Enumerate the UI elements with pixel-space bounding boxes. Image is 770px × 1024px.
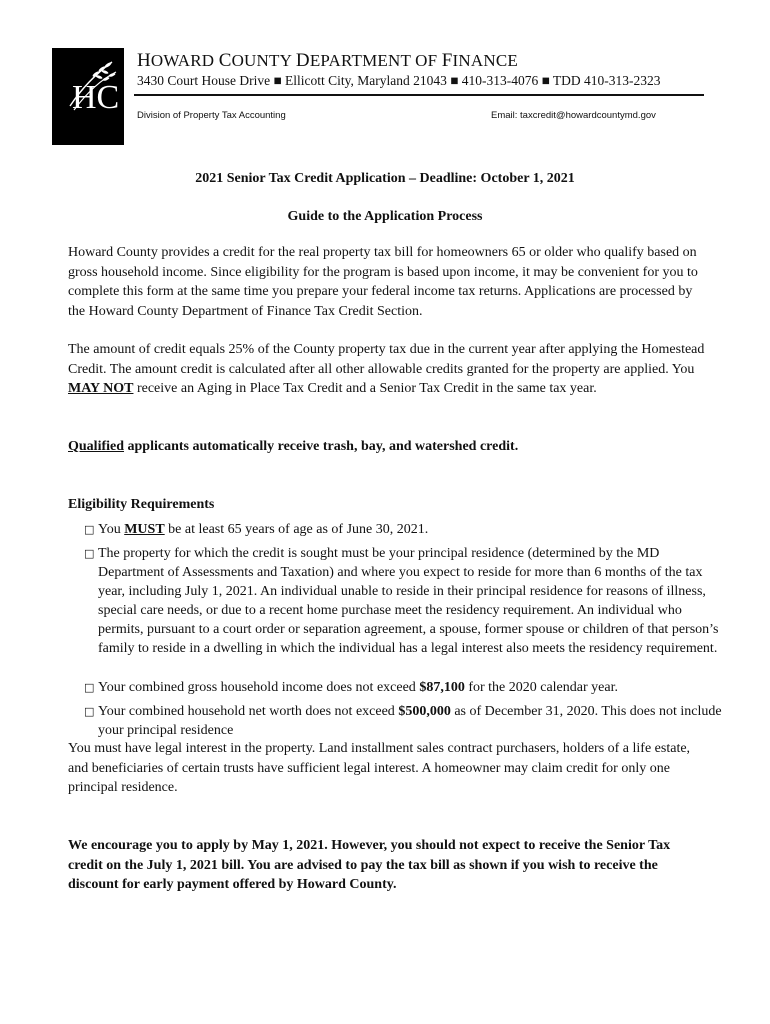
checkbox-icon[interactable]: □ (84, 547, 95, 560)
howard-county-logo (52, 48, 124, 145)
wheat-hc-emblem-icon (52, 48, 124, 145)
eligibility-heading: Eligibility Requirements (68, 497, 215, 512)
credit-amount-paragraph: The amount of credit equals 25% of the County property tax due in the current year after applying the Homestead Credit. The amount credit is calculated after all other allowable credits granted for the property are applied. You MAY NOT receive an Aging in Place Tax Credit and a Senior Tax Credit in the same tax year. (68, 342, 705, 396)
document-subtitle: Guide to the Application Process (287, 209, 483, 224)
division-name: Division of Property Tax Accounting (137, 110, 286, 121)
logo-letter-h: HC (72, 79, 120, 116)
header-divider (134, 94, 704, 96)
department-name: HOWARD COUNTY DEPARTMENT OF FINANCE (137, 50, 518, 71)
qualified-applicants-paragraph: Qualified applicants automatically receive trash, bay, and watershed credit. (68, 439, 519, 454)
checkbox-icon[interactable]: □ (84, 681, 95, 694)
intro-paragraph: Howard County provides a credit for the real property tax bill for homeowners 65 or older who qualify based on gross household income. Since eligibility for the program is based upon income, it may be convenient for you to complete this form at the same time you prepare your federal income tax returns. Applications are processed by the Howard County Department of Finance Tax Credit Section. (68, 245, 698, 319)
legal-interest-paragraph: You must have legal interest in the property. Land installment sales contract purchasers, holders of a life estate, and beneficiaries of certain trusts have sufficient legal interest. A homeowner may claim credit for only one principal residence. (68, 741, 691, 795)
requirement-residence: □ The property for which the credit is sought must be your principal residence (determined by the MD Department of Assessments and Taxation) and where you expect to reside for more than 6 months of the tax year, including July 1, 2021. An individual unable to reside in their principal residence for reasons of illness, special care needs, or due to a recent home purchase meet the residency requirement. An individual who permits, pursuant to a court order or separation agreement, a spouse, former spouse or children of that person’s family to reside in a dwelling in which the individual has a legal interest also meets the residency requirement. (84, 546, 719, 656)
requirement-age: □ You MUST be at least 65 years of age as of June 30, 2021. (84, 522, 429, 537)
requirement-income: □ Your combined gross household income does not exceed $87,100 for the 2020 calendar year. (84, 680, 618, 695)
document-title: 2021 Senior Tax Credit Application – Deadline: October 1, 2021 (195, 171, 575, 186)
apply-early-paragraph: We encourage you to apply by May 1, 2021. However, you should not expect to receive the Senior Tax credit on the July 1, 2021 bill. You are advised to pay the tax bill as shown if you wish to receive the discount for early payment offered by Howard County. (68, 838, 671, 892)
department-address: 3430 Court House Drive ■ Ellicott City, Maryland 21043 ■ 410-313-4076 ■ TDD 410-313-2323 (137, 73, 661, 88)
requirement-net-worth: □ Your combined household net worth does not exceed $500,000 as of December 31, 2020. This does not include your principal residence (84, 704, 722, 738)
checkbox-icon[interactable]: □ (84, 523, 95, 536)
contact-email[interactable]: Email: taxcredit@howardcountymd.gov (491, 110, 656, 121)
checkbox-icon[interactable]: □ (84, 705, 95, 718)
